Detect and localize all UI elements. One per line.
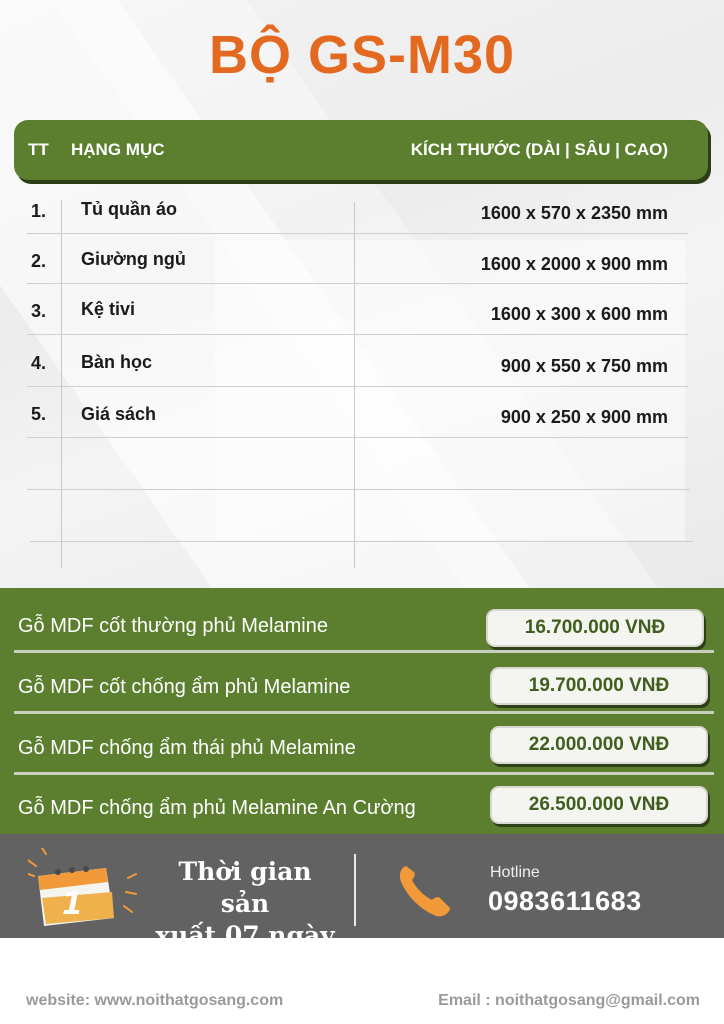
row-divider — [27, 334, 688, 335]
row-item-size: 900 x 550 x 750 mm — [500, 356, 668, 376]
price-divider — [14, 650, 714, 653]
price-badge: 19.700.000 VNĐ — [490, 667, 708, 705]
price-divider — [14, 772, 714, 775]
row-divider — [27, 489, 690, 490]
price-row — [0, 718, 724, 779]
material-label: Gỗ MDF chống ẩm phủ Melamine An Cường — [18, 797, 416, 819]
production-time-line1: Thời gian sản — [178, 857, 312, 918]
production-time-line2: xuất 07 ngày — [155, 921, 335, 950]
row-divider — [27, 386, 688, 387]
dimensions-table — [0, 190, 724, 570]
hotline-label: Hotline — [490, 864, 540, 881]
website-link[interactable]: website: www.noithatgosang.com — [26, 992, 284, 1009]
email-link[interactable]: Email : noithatgosang@gmail.com — [438, 992, 700, 1009]
production-time — [150, 856, 340, 952]
hotline-number[interactable]: 0983611683 — [488, 886, 642, 916]
price-row — [0, 658, 724, 719]
calendar-icon — [28, 848, 138, 926]
price-badge: 16.700.000 VNĐ — [486, 609, 704, 647]
column-divider — [354, 202, 355, 568]
row-divider — [27, 283, 688, 284]
row-item-size: 1600 x 300 x 600 mm — [490, 304, 668, 324]
page-title: BỘ GS-M30 — [208, 25, 516, 85]
row-item-size: 1600 x 2000 x 900 mm — [480, 254, 668, 274]
calendar-number: 1 — [62, 887, 83, 922]
header-tt: TT — [28, 140, 49, 159]
row-number: 4. — [31, 353, 47, 373]
row-item-name: Kệ tivi — [81, 299, 136, 319]
info-footer-bar — [0, 834, 724, 950]
row-divider — [27, 437, 688, 438]
price-section — [0, 588, 724, 834]
row-item-size: 1600 x 570 x 2350 mm — [480, 203, 668, 223]
contact-line — [0, 992, 724, 1018]
material-label: Gỗ MDF cốt chống ẩm phủ Melamine — [18, 676, 351, 698]
price-badge: 22.000.000 VNĐ — [490, 726, 708, 764]
column-divider — [61, 200, 62, 568]
row-number: 1. — [31, 201, 47, 221]
material-label: Gỗ MDF cốt thường phủ Melamine — [18, 615, 328, 637]
row-item-name: Giường ngủ — [81, 249, 186, 269]
phone-icon — [396, 862, 456, 918]
row-item-name: Giá sách — [81, 404, 157, 424]
price-divider — [14, 711, 714, 714]
price-row — [0, 778, 724, 839]
row-item-name: Tủ quần áo — [81, 199, 177, 219]
row-divider — [27, 233, 688, 234]
table-header — [14, 120, 708, 180]
header-item: HẠNG MỤC — [71, 140, 165, 159]
row-divider — [30, 541, 693, 542]
row-item-name: Bàn học — [81, 352, 153, 372]
price-badge: 26.500.000 VNĐ — [490, 786, 708, 824]
header-size: KÍCH THƯỚC (DÀI | SÂU | CAO) — [410, 140, 668, 159]
footer-divider — [354, 854, 356, 926]
row-item-size: 900 x 250 x 900 mm — [500, 407, 668, 427]
material-label: Gỗ MDF chống ẩm thái phủ Melamine — [18, 737, 356, 759]
row-number: 2. — [31, 251, 47, 271]
row-number: 3. — [31, 301, 47, 321]
row-number: 5. — [31, 404, 47, 424]
